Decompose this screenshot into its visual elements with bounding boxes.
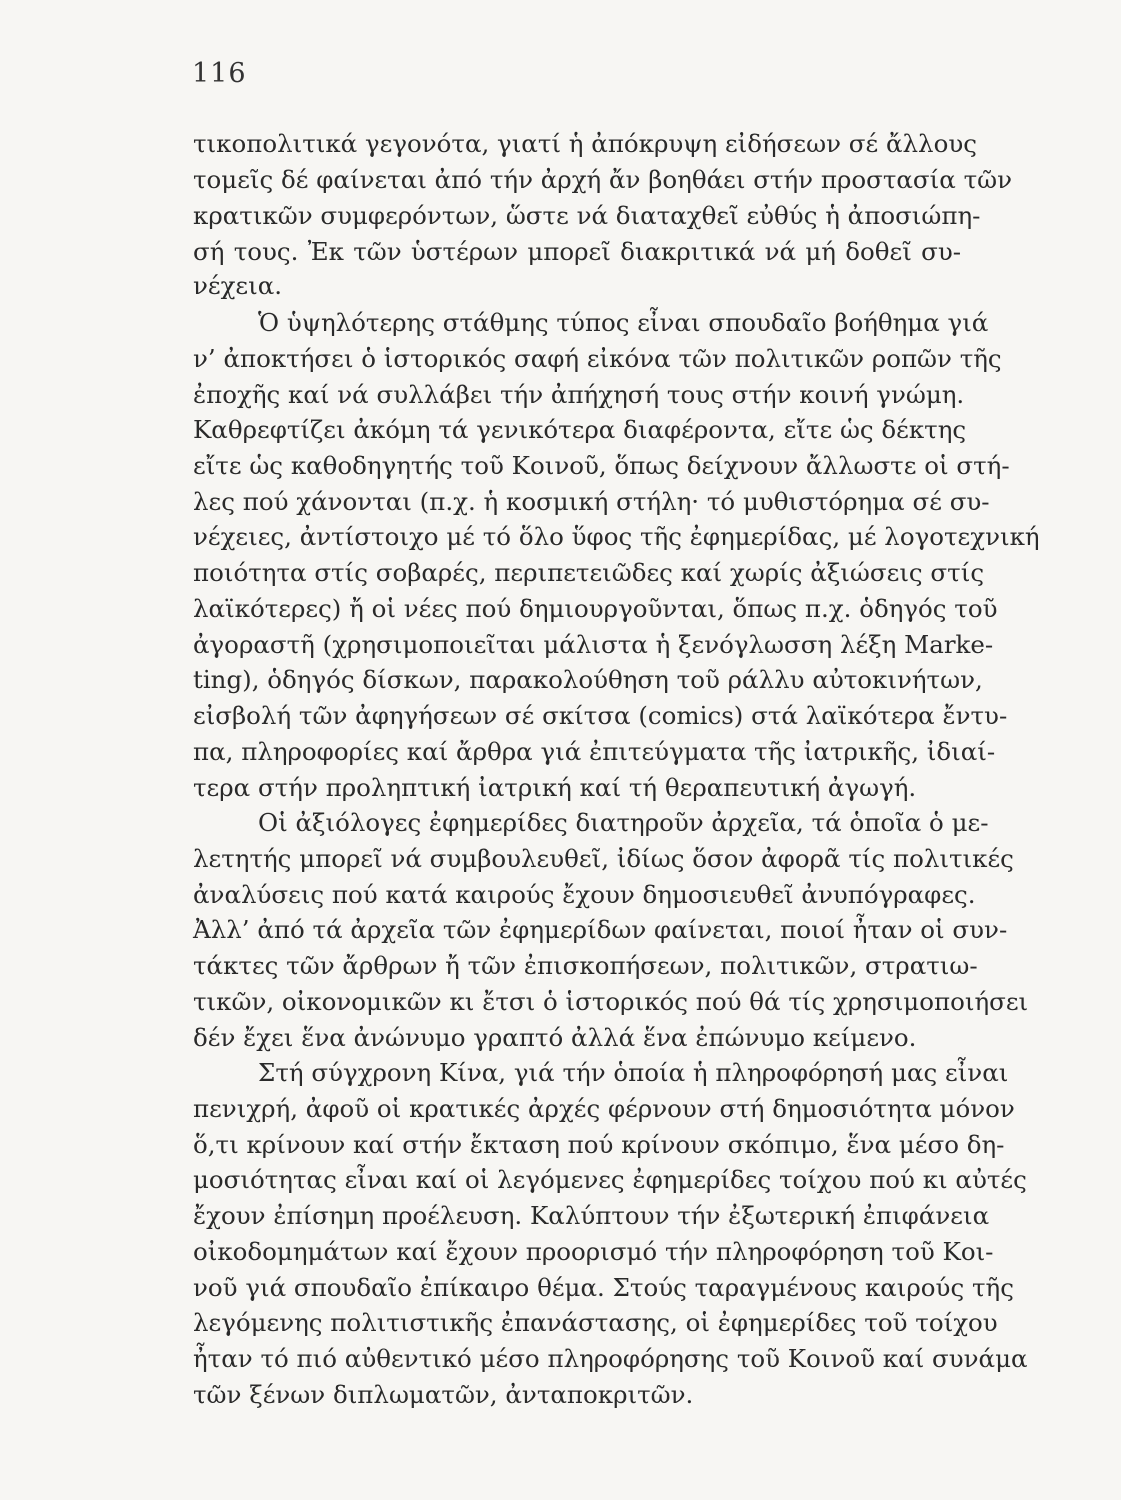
text-line: νέχεια. [193, 271, 283, 300]
text-line: ἐποχῆς καί νά συλλάβει τήν ἀπήχησή τους στήν κοινή γνώμη. [193, 380, 965, 409]
text-line: τῶν ξένων διπλωματῶν, ἀνταποκριτῶν. [193, 1380, 694, 1409]
text-line: τάκτες τῶν ἄρθρων ἤ τῶν ἐπισκοπήσεων, πολιτικῶν, στρατιω- [193, 951, 978, 980]
text-line: λετητής μπορεῖ νά συμβουλευθεῖ, ἰδίως ὅσον ἀφορᾶ τίς πολιτικές [193, 844, 1014, 873]
text-line: κρατικῶν συμφερόντων, ὥστε νά διαταχθεῖ εὐθύς ἡ ἀποσιώπη- [193, 201, 981, 230]
text-line: λες πού χάνονται (π.χ. ἡ κοσμική στήλη· τό μυθιστόρημα σέ συ- [193, 487, 990, 516]
text-line: ting), ὁδηγός δίσκων, παρακολούθηση τοῦ ράλλυ αὐτοκινήτων, [193, 665, 983, 694]
text-line: ἀγοραστῆ (χρησιμοποιεῖται μάλιστα ἡ ξενόγλωσση λέξη Marke- [193, 630, 994, 659]
page-number: 116 [192, 58, 247, 89]
text-line: πα, πληροφορίες καί ἄρθρα γιά ἐπιτεύγματα τῆς ἰατρικῆς, ἰδιαί- [193, 737, 996, 766]
text-line: οἰκοδομημάτων καί ἔχουν προορισμό τήν πληροφόρηση τοῦ Κοι- [193, 1237, 994, 1266]
paragraph-start-line: Ὁ ὑψηλότερης στάθμης τύπος εἶναι σπουδαῖο βοήθημα γιά [258, 308, 989, 337]
text-line: νοῦ γιά σπουδαῖο ἐπίκαιρο θέμα. Στούς ταραγμένους καιρούς τῆς [193, 1273, 1014, 1302]
text-line: πενιχρή, ἀφοῦ οἱ κρατικές ἀρχές φέρνουν στή δημοσιότητα μόνον [193, 1094, 1015, 1123]
text-line: ἦταν τό πιό αὐθεντικό μέσο πληροφόρησης τοῦ Κοινοῦ καί συνάμα [193, 1344, 1028, 1373]
text-line: τερα στήν προληπτική ἰατρική καί τή θεραπευτική ἀγωγή. [193, 773, 917, 802]
text-line: σή τους. Ἐκ τῶν ὑστέρων μπορεῖ διακριτικά νά μή δοθεῖ συ- [193, 237, 961, 266]
text-line: ὅ,τι κρίνουν καί στήν ἔκταση πού κρίνουν σκόπιμο, ἕνα μέσο δη- [193, 1130, 1005, 1159]
text-line: λαϊκότερες) ἤ οἱ νέες πού δημιουργοῦνται, ὅπως π.χ. ὁδηγός τοῦ [193, 594, 998, 623]
text-line: εἴτε ὡς καθοδηγητής τοῦ Κοινοῦ, ὅπως δείχνουν ἄλλωστε οἱ στή- [193, 451, 1010, 480]
text-line: εἰσβολή τῶν ἀφηγήσεων σέ σκίτσα (comics) στά λαϊκότερα ἔντυ- [193, 701, 1008, 730]
text-line: τικῶν, οἰκονομικῶν κι ἔτσι ὁ ἱστορικός πού θά τίς χρησιμοποιήσει [193, 987, 1029, 1016]
text-line: λεγόμενης πολιτιστικῆς ἐπανάστασης, οἱ ἐφημερίδες τοῦ τοίχου [193, 1308, 998, 1337]
paragraph-start-line: Στή σύγχρονη Κίνα, γιά τήν ὁποία ἡ πληροφόρησή μας εἶναι [258, 1058, 1009, 1087]
text-line: νέχειες, ἀντίστοιχο μέ τό ὅλο ὕφος τῆς ἐφημερίδας, μέ λογοτεχνική [193, 522, 1040, 551]
text-line: ν’ ἀποκτήσει ὁ ἱστορικός σαφή εἰκόνα τῶν πολιτικῶν ροπῶν τῆς [193, 344, 1002, 373]
text-line: τομεῖς δέ φαίνεται ἀπό τήν ἀρχή ἄν βοηθάει στήν προστασία τῶν [193, 165, 1013, 194]
paragraph-start-line: Οἱ ἀξιόλογες ἐφημερίδες διατηροῦν ἀρχεῖα, τά ὁποῖα ὁ με- [258, 808, 989, 837]
text-line: ἔχουν ἐπίσημη προέλευση. Καλύπτουν τήν ἐξωτερική ἐπιφάνεια [193, 1201, 990, 1230]
text-line: Ἀλλ’ ἀπό τά ἀρχεῖα τῶν ἐφημερίδων φαίνεται, ποιοί ἦταν οἱ συν- [193, 915, 1008, 944]
text-line: μοσιότητας εἶναι καί οἱ λεγόμενες ἐφημερίδες τοίχου πού κι αὐτές [193, 1165, 1027, 1194]
text-line: ἀναλύσεις πού κατά καιρούς ἔχουν δημοσιευθεῖ ἀνυπόγραφες. [193, 880, 976, 909]
text-line: δέν ἔχει ἕνα ἀνώνυμο γραπτό ἀλλά ἕνα ἐπώνυμο κείμενο. [193, 1023, 917, 1052]
text-line: ποιότητα στίς σοβαρές, περιπετειῶδες καί χωρίς ἀξιώσεις στίς [193, 558, 985, 587]
text-line: Καθρεφτίζει ἀκόμη τά γενικότερα διαφέροντα, εἴτε ὡς δέκτης [193, 415, 967, 444]
text-line: τικοπολιτικά γεγονότα, γιατί ἡ ἀπόκρυψη εἰδήσεων σέ ἄλλους [193, 129, 977, 158]
